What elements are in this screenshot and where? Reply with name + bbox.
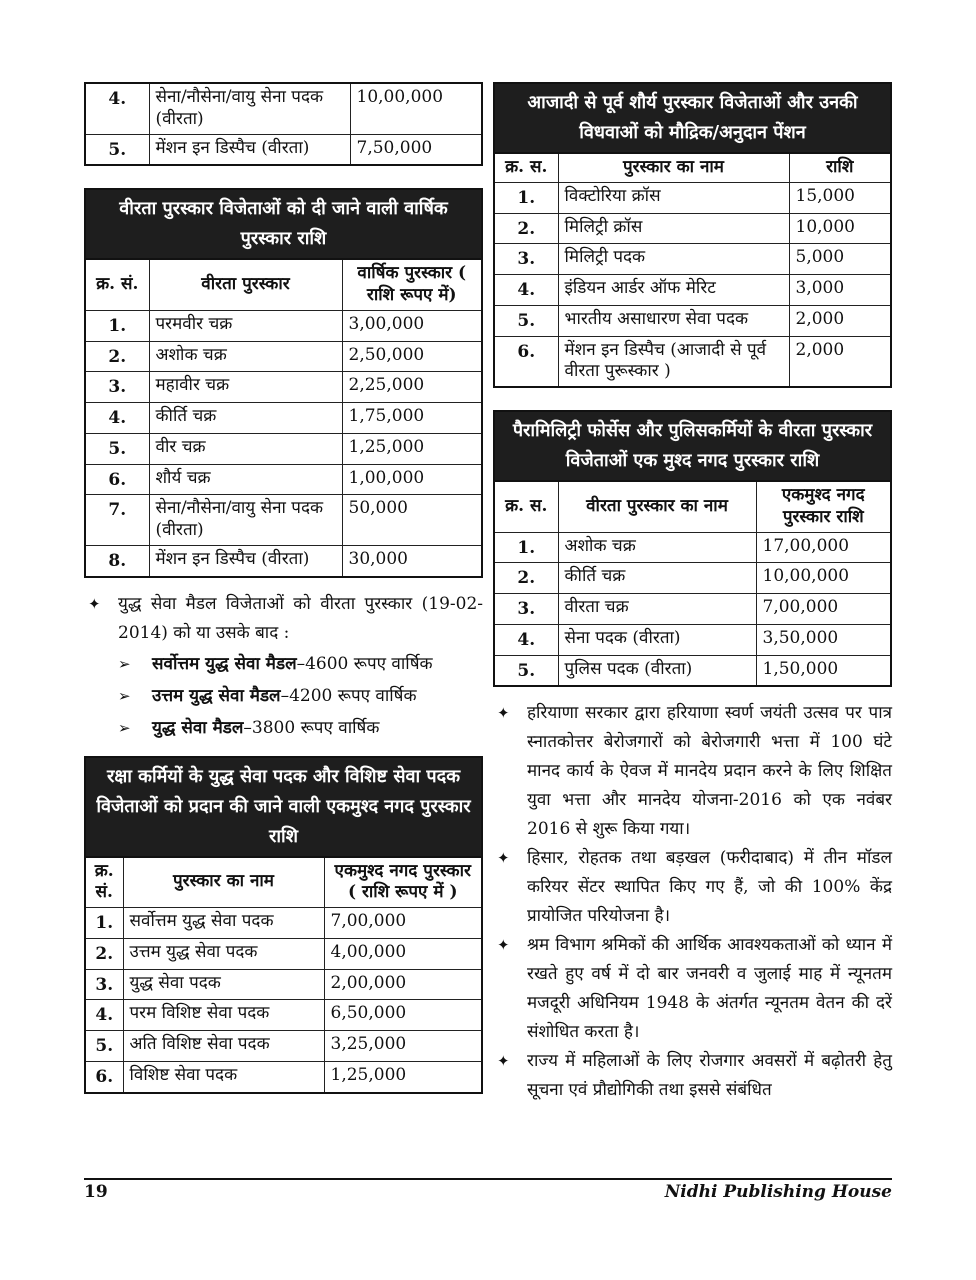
award-name: कीर्ति चक्र <box>558 563 756 594</box>
pension-table <box>493 152 892 388</box>
award-amount: 1,25,000 <box>342 433 482 464</box>
award-name: महावीर चक्र <box>149 372 342 403</box>
header-amount: एकमुश्द नगद पुरस्कार राशि <box>756 481 891 532</box>
header-amount: एकमुश्द नगद पुरस्कार ( राशि रूपए में ) <box>324 857 482 908</box>
table-row <box>85 908 482 939</box>
sub-bullet-item <box>84 648 483 680</box>
serial-number: 4. <box>85 403 149 434</box>
table-row <box>85 545 482 576</box>
award-amount: 2,25,000 <box>342 372 482 403</box>
serial-number: 5. <box>85 134 149 165</box>
award-name: सर्वोत्तम युद्ध सेवा पदक <box>123 908 324 939</box>
table-row <box>494 275 891 306</box>
table-row <box>85 372 482 403</box>
serial-number: 4. <box>85 83 149 134</box>
annual-award-table-caption: वीरता पुरस्कार विजेताओं को दी जाने वाली वार्षिक पुरस्कार राशि <box>84 188 483 258</box>
award-name: सेना/नौसेना/वायु सेना पदक (वीरता) <box>149 83 350 134</box>
bullet-text: युद्ध सेवा मैडल विजेताओं को वीरता पुरस्कार (19-02-2014) को या उसके बाद : <box>118 593 483 643</box>
table-row <box>494 336 891 387</box>
table-row <box>494 305 891 336</box>
diamond-bullet-icon: ✦ <box>497 849 510 868</box>
serial-number: 1. <box>494 532 558 563</box>
award-name: अति विशिष्ट सेवा पदक <box>123 1031 324 1062</box>
defence-award-table-caption: रक्षा कर्मियों के युद्ध सेवा पदक और विशिष्ट सेवा पदक विजेताओं को प्रदान की जाने वाली एकमुश्द नगद पुरस्कार राशि <box>84 756 483 856</box>
sub-bullet-item <box>84 712 483 744</box>
arrow-bullet-icon: ➢ <box>118 718 131 737</box>
award-amount: 4,00,000 <box>324 938 482 969</box>
table-row <box>494 655 891 686</box>
diamond-bullet-icon: ✦ <box>497 704 510 723</box>
award-name: अशोक चक्र <box>149 341 342 372</box>
award-amount: 7,00,000 <box>756 594 891 625</box>
bullet-text: श्रम विभाग श्रमिकों की आर्थिक आवश्यकताओं को ध्यान में रखते हुए वर्ष में दो बार जनवरी व जुलाई माह में न्यूनतम मजदूरी अधिनियम 1948 के अंतर्गत न्यूनतम वेतन की दरें संशोधित करता है। <box>527 935 892 1043</box>
award-amount: 5,000 <box>789 244 891 275</box>
table-row <box>85 495 482 546</box>
table-row <box>494 594 891 625</box>
table-row <box>494 624 891 655</box>
medal-name: उत्तम युद्ध सेवा मैडल <box>152 685 281 706</box>
award-name: मेंशन इन डिस्पैच (वीरता) <box>149 545 342 576</box>
serial-number: 3. <box>85 372 149 403</box>
table-row <box>85 1000 482 1031</box>
award-name: मिलिट्री पदक <box>558 244 789 275</box>
table-row <box>85 1031 482 1062</box>
award-amount: 1,00,000 <box>342 464 482 495</box>
table-row <box>494 213 891 244</box>
award-name: परम विशिष्ट सेवा पदक <box>123 1000 324 1031</box>
table-header-row <box>494 153 891 182</box>
award-name: वीरता चक्र <box>558 594 756 625</box>
medal-name: युद्ध सेवा मैडल <box>152 717 244 738</box>
award-name: वीर चक्र <box>149 433 342 464</box>
table-row <box>85 341 482 372</box>
award-amount: 7,00,000 <box>324 908 482 939</box>
serial-number: 2. <box>494 563 558 594</box>
header-award: पुरस्कार का नाम <box>123 857 324 908</box>
medal-name: सर्वोत्तम युद्ध सेवा मैडल <box>152 653 297 674</box>
award-amount: 10,00,000 <box>350 83 482 134</box>
table-row <box>85 433 482 464</box>
arrow-bullet-icon: ➢ <box>118 654 131 673</box>
award-amount: 3,000 <box>789 275 891 306</box>
serial-number: 4. <box>494 275 558 306</box>
serial-number: 4. <box>85 1000 123 1031</box>
table-row <box>85 1061 482 1092</box>
award-amount: 2,50,000 <box>342 341 482 372</box>
award-name: पुलिस पदक (वीरता) <box>558 655 756 686</box>
defence-award-table <box>84 856 483 1094</box>
medal-amount: –4600 रूपए वार्षिक <box>296 653 433 674</box>
award-name: सेना/नौसेना/वायु सेना पदक (वीरता) <box>149 495 342 546</box>
award-name: मिलिट्री क्रॉस <box>558 213 789 244</box>
serial-number: 2. <box>494 213 558 244</box>
table-row <box>85 310 482 341</box>
award-amount: 2,00,000 <box>324 969 482 1000</box>
award-name: भारतीय असाधारण सेवा पदक <box>558 305 789 336</box>
header-serial: क्र. स. <box>494 481 558 532</box>
serial-number: 6. <box>85 464 149 495</box>
serial-number: 5. <box>85 433 149 464</box>
serial-number: 3. <box>494 594 558 625</box>
bullet-item <box>493 931 892 1047</box>
footer-divider <box>84 1178 892 1180</box>
continued-award-table <box>84 82 483 166</box>
table-header-row <box>85 259 482 310</box>
diamond-bullet-icon: ✦ <box>497 1052 510 1071</box>
table-row <box>85 403 482 434</box>
right-column <box>493 82 892 1105</box>
award-name: विक्टोरिया क्रॉस <box>558 182 789 213</box>
award-amount: 30,000 <box>342 545 482 576</box>
annual-award-table <box>84 258 483 577</box>
award-amount: 6,50,000 <box>324 1000 482 1031</box>
left-column <box>84 82 483 1094</box>
table-header-row <box>85 857 482 908</box>
header-award: वीरता पुरस्कार का नाम <box>558 481 756 532</box>
table-row <box>85 938 482 969</box>
award-name: विशिष्ट सेवा पदक <box>123 1061 324 1092</box>
award-amount: 10,00,000 <box>756 563 891 594</box>
serial-number: 5. <box>494 305 558 336</box>
bullet-item <box>493 844 892 931</box>
table-row <box>494 563 891 594</box>
right-bullet-list <box>493 699 892 1105</box>
bullet-text: हिसार, रोहतक तथा बड़खल (फरीदाबाद) में तीन मॉडल करियर सेंटर स्थापित किए गए हैं, जो की 100% केंद्र प्रायोजित परियोजना है। <box>527 848 892 927</box>
diamond-bullet-icon: ✦ <box>88 594 101 613</box>
award-name: परमवीर चक्र <box>149 310 342 341</box>
header-award: वीरता पुरस्कार <box>149 259 342 310</box>
serial-number: 3. <box>494 244 558 275</box>
bullet-item <box>84 590 483 648</box>
serial-number: 2. <box>85 341 149 372</box>
award-amount: 2,000 <box>789 305 891 336</box>
publisher-name: Nidhi Publishing House <box>664 1182 892 1202</box>
serial-number: 7. <box>85 495 149 546</box>
table-row <box>85 83 482 134</box>
serial-number: 5. <box>494 655 558 686</box>
award-amount: 17,00,000 <box>756 532 891 563</box>
serial-number: 1. <box>494 182 558 213</box>
award-amount: 10,000 <box>789 213 891 244</box>
bullet-item <box>493 1047 892 1105</box>
award-amount: 2,000 <box>789 336 891 387</box>
serial-number: 5. <box>85 1031 123 1062</box>
award-amount: 3,25,000 <box>324 1031 482 1062</box>
award-amount: 15,000 <box>789 182 891 213</box>
bullet-text: हरियाणा सरकार द्वारा हरियाणा स्वर्ण जयंती उत्सव पर पात्र स्नातकोत्तर बेरोजगारों को बेरोजगारी भत्ता में 100 घंटे मानद कार्य के ऐवज में मानदेय प्रदान करने के लिए शिक्षित युवा भत्ता और मानदेय योजना-2016 को एक नवंबर 2016 से शुरू किया गया। <box>527 703 892 840</box>
paramilitary-table <box>493 480 892 687</box>
award-name: इंडियन आर्डर ऑफ मेरिट <box>558 275 789 306</box>
table-row <box>494 244 891 275</box>
table-row <box>85 134 482 165</box>
table-row <box>494 182 891 213</box>
award-amount: 1,75,000 <box>342 403 482 434</box>
award-name: कीर्ति चक्र <box>149 403 342 434</box>
table-row <box>85 464 482 495</box>
paramilitary-table-caption: पैरामिलिट्री फोर्सेस और पुलिसकर्मियों के वीरता पुरस्कार विजेताओं एक मुश्द नगद पुरस्कार राशि <box>493 410 892 480</box>
medal-amount: –4200 रूपए वार्षिक <box>280 685 417 706</box>
table-header-row <box>494 481 891 532</box>
award-amount: 1,25,000 <box>324 1061 482 1092</box>
award-name: अशोक चक्र <box>558 532 756 563</box>
diamond-bullet-icon: ✦ <box>497 936 510 955</box>
award-amount: 7,50,000 <box>350 134 482 165</box>
ysm-bullet-block <box>84 590 483 744</box>
serial-number: 1. <box>85 310 149 341</box>
award-amount: 1,50,000 <box>756 655 891 686</box>
bullet-text: राज्य में महिलाओं के लिए रोजगार अवसरों में बढ़ोतरी हेतु सूचना एवं प्रौद्योगिकी तथा इससे संबंधित <box>527 1051 892 1101</box>
arrow-bullet-icon: ➢ <box>118 686 131 705</box>
serial-number: 3. <box>85 969 123 1000</box>
header-serial: क्र. सं. <box>85 857 123 908</box>
table-row <box>85 969 482 1000</box>
serial-number: 4. <box>494 624 558 655</box>
award-name: मेंशन इन डिस्पैच (आजादी से पूर्व वीरता पुरूस्कार ) <box>558 336 789 387</box>
serial-number: 8. <box>85 545 149 576</box>
serial-number: 6. <box>85 1061 123 1092</box>
header-serial: क्र. स. <box>494 153 558 182</box>
award-name: उत्तम युद्ध सेवा पदक <box>123 938 324 969</box>
header-serial: क्र. सं. <box>85 259 149 310</box>
serial-number: 2. <box>85 938 123 969</box>
page-number: 19 <box>84 1182 108 1202</box>
header-amount: राशि <box>789 153 891 182</box>
table-row <box>494 532 891 563</box>
medal-amount: –3800 रूपए वार्षिक <box>243 717 380 738</box>
award-name: शौर्य चक्र <box>149 464 342 495</box>
sub-bullet-item <box>84 680 483 712</box>
bullet-item <box>493 699 892 844</box>
award-amount: 3,00,000 <box>342 310 482 341</box>
serial-number: 6. <box>494 336 558 387</box>
header-amount: वार्षिक पुरस्कार ( राशि रूपए में) <box>342 259 482 310</box>
pension-table-caption: आजादी से पूर्व शौर्य पुरस्कार विजेताओं और उनकी विधवाओं को मौद्रिक/अनुदान पेंशन <box>493 82 892 152</box>
award-amount: 3,50,000 <box>756 624 891 655</box>
award-name: युद्ध सेवा पदक <box>123 969 324 1000</box>
serial-number: 1. <box>85 908 123 939</box>
award-name: सेना पदक (वीरता) <box>558 624 756 655</box>
header-award: पुरस्कार का नाम <box>558 153 789 182</box>
award-name: मेंशन इन डिस्पैच (वीरता) <box>149 134 350 165</box>
award-amount: 50,000 <box>342 495 482 546</box>
